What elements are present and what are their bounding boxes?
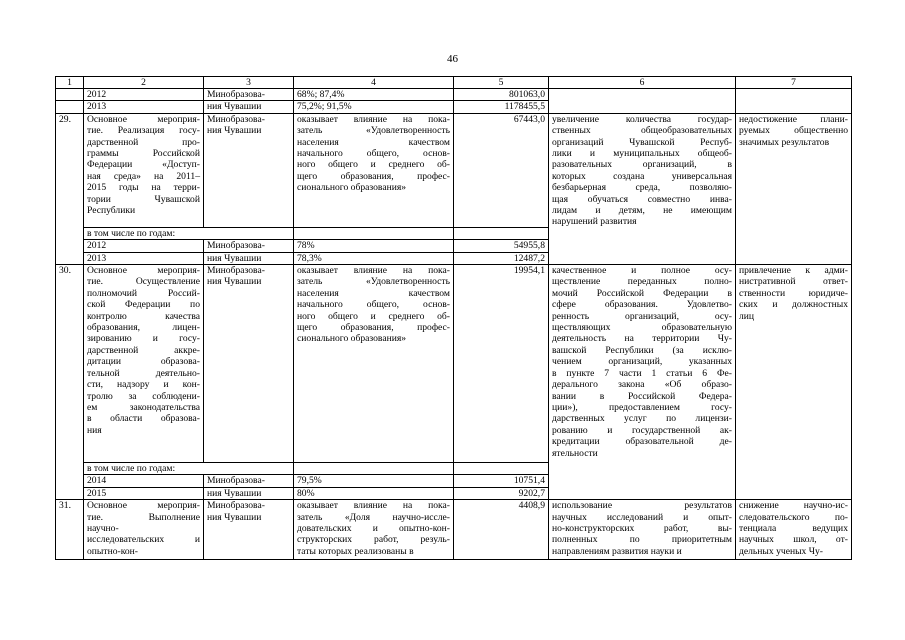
program-table [55,76,852,560]
result-cell [549,500,736,560]
result-cell-line: мочий Российской Федерации в [552,287,732,299]
result-cell-line: в пункте 7 части 1 статьи 6 Фе- [552,367,732,379]
org-cell [204,265,294,463]
year-cell: 2014 [84,475,204,487]
indicator-cell-line: затель «Доля научно-иссле- [297,511,450,523]
row-num [56,89,84,101]
name-cell-line: образования, лицен- [87,322,200,334]
org-cell: Минобразова- [204,240,294,252]
result-cell-line: которых создана универсальная [552,170,732,182]
result-cell-line: лидам и детям, не имеющим [552,205,732,217]
org-cell-line: ния Чувашии [207,276,262,288]
result-cell-line: но-конструкторских работ, вы- [552,523,732,535]
indicator-cell [294,227,454,239]
result-cell-line: кредитации образовательной де- [552,436,732,448]
name-cell-line: дарственной аккре- [87,344,200,356]
org-cell: ния Чувашии [204,252,294,264]
name-cell-line: полномочий Россий- [87,287,200,299]
result-cell-line: ственных общеобразовательных [552,125,732,137]
indicator-cell-line: затель «Удовлетворенность [297,276,450,288]
result-cell-line: вашской Республики (за исклю- [552,344,732,356]
result-cell-line: лики и муниципальных общеоб- [552,148,732,160]
indicator-cell-line: населения качеством [297,136,450,148]
amount-cell: 801063,0 [454,89,549,101]
name-cell-line: ской Федерации по [87,299,200,311]
risk-cell-line: научных школ, от- [739,534,848,546]
name-cell-line: зированию и госу- [87,333,200,345]
result-cell [549,89,736,114]
year-cell: 2012 [84,89,204,101]
indicator-cell: 80% [294,487,454,499]
indicator-cell-line: оказывает влияние на пока- [297,113,450,125]
risk-cell-line: нистративной ответ- [739,276,848,288]
risk-cell [736,500,852,560]
result-cell-line: использование результатов [552,500,732,512]
indicator-cell-line: ного общего и среднего об- [297,159,450,171]
name-cell-line: Основное мероприя- [87,265,200,277]
name-cell-line: дитации образова- [87,356,200,368]
org-cell [204,500,294,560]
indicator-cell-line: таты которых реализованы в [297,545,414,557]
year-cell: 2015 [84,487,204,499]
indicator-cell [294,500,454,560]
name-cell-line: в области образова- [87,413,200,425]
amount-cell: 54955,8 [454,240,549,252]
name-cell-line: опытно-кон- [87,545,138,557]
risk-cell [736,265,852,500]
result-cell-line: рованию и государственной ак- [552,424,732,436]
indicator-cell [294,265,454,463]
result-cell [549,265,736,500]
result-cell-line: вании в Российской Федера- [552,390,732,402]
result-cell-line: ществление переданных полно- [552,276,732,288]
amount-cell: 12487,2 [454,252,549,264]
name-cell-line: сти, надзору и кон- [87,379,200,391]
by-years-label: в том числе по годам: [84,227,294,239]
name-cell [84,265,204,463]
result-cell-line: щая обучаться совместно инва- [552,193,732,205]
row-num: 29. [56,113,84,264]
result-cell-line: чением организаций, указанных [552,356,732,368]
result-cell-line: сфере образования. Удовлетво- [552,299,732,311]
header-col-1: 1 [56,77,84,89]
risk-cell [736,89,852,114]
risk-cell [736,113,852,264]
indicator-cell-line: щего образования, профес- [297,170,450,182]
result-cell-line: нарушений развития [552,216,637,228]
org-cell: ния Чувашии [204,487,294,499]
name-cell-line: тие. Осуществление [87,276,200,288]
org-cell-line: Минобразова- [207,113,265,125]
risk-cell-line: ских и должностных [739,299,848,311]
org-cell [204,113,294,227]
result-cell-line: научных исследований и опыт- [552,511,732,523]
indicator-cell-line: ного общего и среднего об- [297,310,450,322]
name-cell-line: ем законодательства [87,401,200,413]
indicator-cell: 79,5% [294,475,454,487]
result-cell-line: ренность организаций, осу- [552,310,732,322]
org-cell-line: ния Чувашии [207,511,262,523]
header-col-5: 5 [454,77,549,89]
table-row [56,500,852,560]
name-cell-line: контролю качества [87,310,200,322]
indicator-cell [294,113,454,227]
header-col-4: 4 [294,77,454,89]
amount-cell: 9202,7 [454,487,549,499]
amount-cell: 10751,4 [454,475,549,487]
header-col-6: 6 [549,77,736,89]
result-cell-line: полненных по приоритетным [552,534,732,546]
amount-cell [454,463,549,475]
name-cell-line: 2015 годы на терри- [87,182,200,194]
year-cell: 2013 [84,101,204,113]
name-cell-line: тельной деятельно- [87,367,200,379]
name-cell [84,113,204,227]
risk-cell-line: следовательского по- [739,511,848,523]
name-cell-line: тролю за соблюдени- [87,390,200,402]
result-cell-line: ции»), предоставлением госу- [552,401,732,413]
header-row [56,77,852,89]
name-cell-line: Основное мероприя- [87,113,200,125]
amount-cell: 4408,9 [454,500,549,560]
row-num [56,101,84,113]
name-cell-line: ная среда» на 2011– [87,170,200,182]
amount-cell [454,227,549,239]
org-cell-line: Минобразова- [207,265,265,277]
name-cell-line: граммы Российской [87,148,200,160]
org-cell: Минобразова- [204,475,294,487]
amount-cell: 19954,1 [454,265,549,463]
name-cell-line: тории Чувашской [87,193,200,205]
indicator-cell-line: оказывает влияние на пока- [297,500,450,512]
risk-cell-line: значимых результатов [739,136,830,148]
table-row [56,89,852,101]
name-cell-line: тие. Реализация госу- [87,125,200,137]
result-cell-line: качественное и полное осу- [552,265,732,277]
indicator-cell-line: довательских и опытно-кон- [297,523,450,535]
result-cell-line: ществляющих образовательную [552,322,732,334]
result-cell-line: дарственных услуг по лицензи- [552,413,732,425]
risk-cell-line: руемых общественно [739,125,848,137]
row-num: 31. [56,500,84,560]
indicator-cell-line: затель «Удовлетворенность [297,125,450,137]
name-cell [84,500,204,560]
result-cell-line: деятельность на территории Чу- [552,333,732,345]
year-cell: 2012 [84,240,204,252]
indicator-cell-line: сионального образования» [297,182,407,194]
risk-cell-line: лиц [739,310,755,322]
amount-cell: 67443,0 [454,113,549,227]
org-cell-line: ния Чувашии [207,125,262,137]
indicator-cell: 78,3% [294,252,454,264]
risk-cell-line: привлечение к адми- [739,265,848,277]
indicator-cell-line: щего образования, профес- [297,322,450,334]
name-cell-line: научно- [87,523,119,535]
risk-cell-line: снижение научно-ис- [739,500,848,512]
risk-cell-line: недостижение плани- [739,113,848,125]
indicator-cell-line: населения качеством [297,287,450,299]
risk-cell-line: ственности юридиче- [739,287,848,299]
result-cell-line: организаций Чувашской Респуб- [552,136,732,148]
table-row [56,113,852,227]
page-number: 46 [447,53,458,65]
name-cell-line: тие. Выполнение [87,511,200,523]
indicator-cell-line: сионального образования» [297,333,407,345]
indicator-cell-line: оказывает влияние на пока- [297,265,450,277]
indicator-cell: 75,2%; 91,5% [294,101,454,113]
name-cell-line: Республики [87,205,136,217]
indicator-cell: 78% [294,240,454,252]
by-years-label: в том числе по годам: [84,463,294,475]
header-col-3: 3 [204,77,294,89]
risk-cell-line: тенциала ведущих [739,523,848,535]
risk-cell-line: дельных ученых Чу- [739,545,823,557]
indicator-cell-line: начального общего, основ- [297,299,450,311]
result-cell-line: ятельности [552,447,598,459]
org-cell: Минобразова- [204,89,294,101]
org-cell: ния Чувашии [204,101,294,113]
amount-cell: 1178455,5 [454,101,549,113]
result-cell [549,113,736,264]
result-cell-line: увеличение количества государ- [552,113,732,125]
result-cell-line: направлениям развития науки и [552,545,682,557]
result-cell-line: безбарьерная среда, позволяю- [552,182,732,194]
name-cell-line: ния [87,424,102,436]
table-row [56,265,852,463]
indicator-cell-line: структорских работ, резуль- [297,534,450,546]
header-col-2: 2 [84,77,204,89]
indicator-cell [294,463,454,475]
row-num: 30. [56,265,84,500]
org-cell-line: Минобразова- [207,500,265,512]
indicator-cell: 68%; 87,4% [294,89,454,101]
name-cell-line: Основное мероприя- [87,500,200,512]
result-cell-line: дерального закона «Об образо- [552,379,732,391]
result-cell-line: разовательных организаций, в [552,159,732,171]
name-cell-line: Федерации «Доступ- [87,159,200,171]
name-cell-line: исследовательских и [87,534,200,546]
year-cell: 2013 [84,252,204,264]
indicator-cell-line: начального общего, основ- [297,148,450,160]
name-cell-line: дарственной про- [87,136,200,148]
header-col-7: 7 [736,77,852,89]
